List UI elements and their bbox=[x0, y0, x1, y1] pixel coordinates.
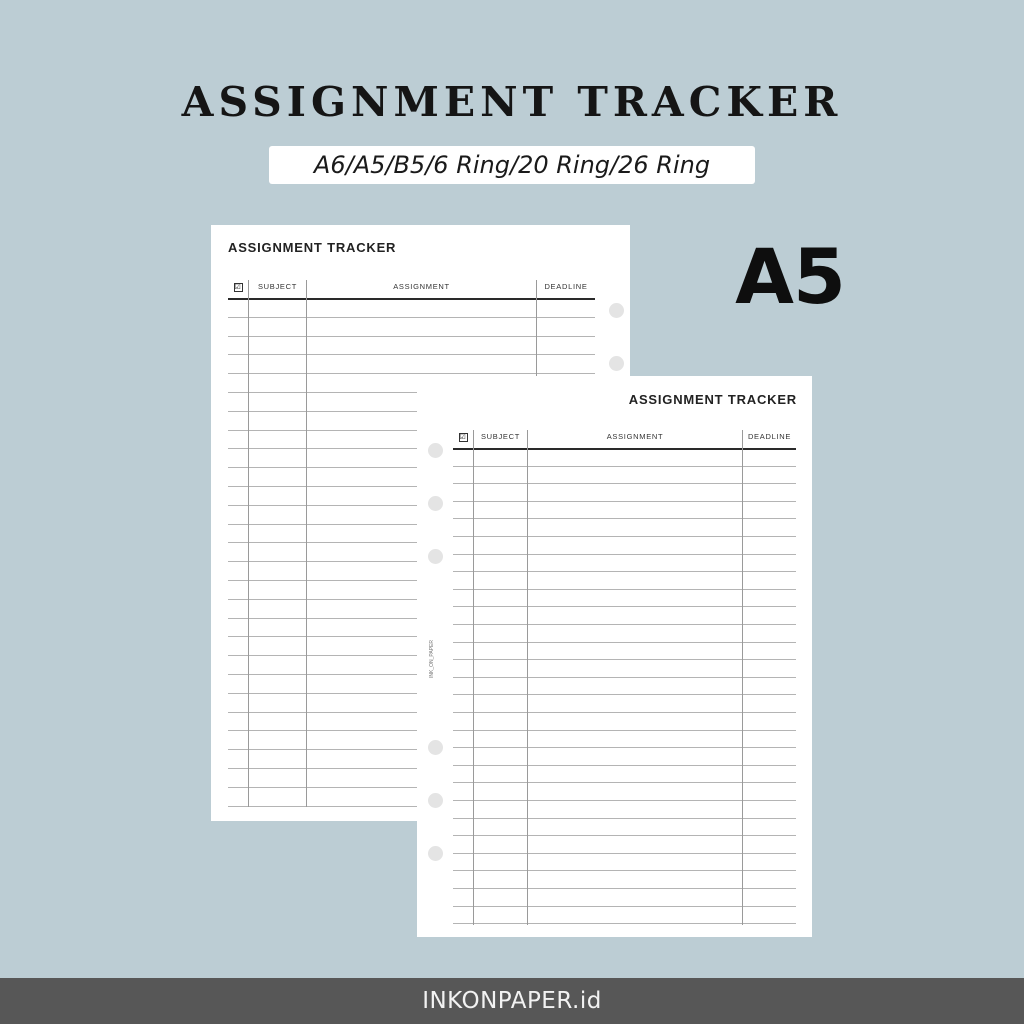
table-row-line bbox=[453, 906, 796, 907]
table-row-line bbox=[453, 466, 796, 467]
checkbox-icon: ☑ bbox=[459, 434, 467, 441]
table-row-line bbox=[228, 373, 595, 374]
table-row-line bbox=[453, 624, 796, 625]
ring-hole bbox=[609, 356, 624, 371]
table-row-line bbox=[453, 659, 796, 660]
sheet-title: ASSIGNMENT TRACKER bbox=[228, 240, 397, 255]
deadline-column-header: DEADLINE bbox=[544, 282, 588, 291]
table-row-line bbox=[453, 730, 796, 731]
column-divider bbox=[527, 430, 528, 925]
table-row-line bbox=[453, 923, 796, 924]
table-row-line bbox=[453, 606, 796, 607]
table-row-line bbox=[453, 870, 796, 871]
checkbox-column-header bbox=[453, 430, 473, 444]
ring-hole bbox=[428, 496, 443, 511]
table-row-line bbox=[453, 694, 796, 695]
ring-hole bbox=[609, 303, 624, 318]
planner-sheet-front bbox=[417, 376, 812, 937]
page-title: ASSIGNMENT TRACKER bbox=[181, 78, 843, 126]
table-row-line bbox=[453, 501, 796, 502]
assignment-column-header: ASSIGNMENT bbox=[606, 432, 664, 441]
table-row-line bbox=[453, 536, 796, 537]
table-row-line bbox=[228, 336, 595, 337]
sizes-banner bbox=[269, 146, 755, 184]
column-divider bbox=[248, 280, 249, 807]
table-row-line bbox=[453, 483, 796, 484]
table-row-line bbox=[453, 677, 796, 678]
subject-column-header: SUBJECT bbox=[480, 432, 521, 441]
subject-column-header: SUBJECT bbox=[257, 282, 298, 291]
column-divider bbox=[306, 280, 307, 807]
deadline-column-header: DEADLINE bbox=[747, 432, 792, 441]
table-row-line bbox=[453, 642, 796, 643]
table-row-line bbox=[453, 800, 796, 801]
side-credit: INK_ON_PAPER bbox=[429, 640, 435, 678]
brand-name: INKONPAPER.id bbox=[422, 988, 602, 1014]
checkbox-icon: ☑ bbox=[234, 284, 242, 291]
assignment-column-header: ASSIGNMENT bbox=[393, 282, 450, 291]
sizes-text: A6/A5/B5/6 Ring/20 Ring/26 Ring bbox=[313, 151, 711, 179]
table-row-line bbox=[453, 747, 796, 748]
ring-hole bbox=[428, 443, 443, 458]
table-row-line bbox=[453, 712, 796, 713]
table-row-line bbox=[453, 518, 796, 519]
column-divider bbox=[742, 430, 743, 925]
ring-hole bbox=[428, 740, 443, 755]
table-row-line bbox=[228, 354, 595, 355]
tracker-table bbox=[453, 430, 796, 925]
table-row-line bbox=[453, 782, 796, 783]
size-tag: A5 bbox=[735, 232, 845, 321]
table-row-line bbox=[453, 554, 796, 555]
footer-bar bbox=[0, 978, 1024, 1024]
table-row-line bbox=[453, 888, 796, 889]
header-rule bbox=[453, 448, 796, 450]
table-row-line bbox=[453, 765, 796, 766]
table-row-line bbox=[453, 853, 796, 854]
table-row-line bbox=[453, 835, 796, 836]
ring-hole bbox=[428, 549, 443, 564]
ring-hole bbox=[428, 846, 443, 861]
header-rule bbox=[228, 298, 595, 300]
column-divider bbox=[473, 430, 474, 925]
checkbox-column-header bbox=[228, 280, 248, 294]
table-row-line bbox=[453, 589, 796, 590]
table-row-line bbox=[453, 571, 796, 572]
table-row-line bbox=[453, 818, 796, 819]
sheet-title: ASSIGNMENT TRACKER bbox=[628, 392, 797, 407]
ring-hole bbox=[428, 793, 443, 808]
table-row-line bbox=[228, 317, 595, 318]
